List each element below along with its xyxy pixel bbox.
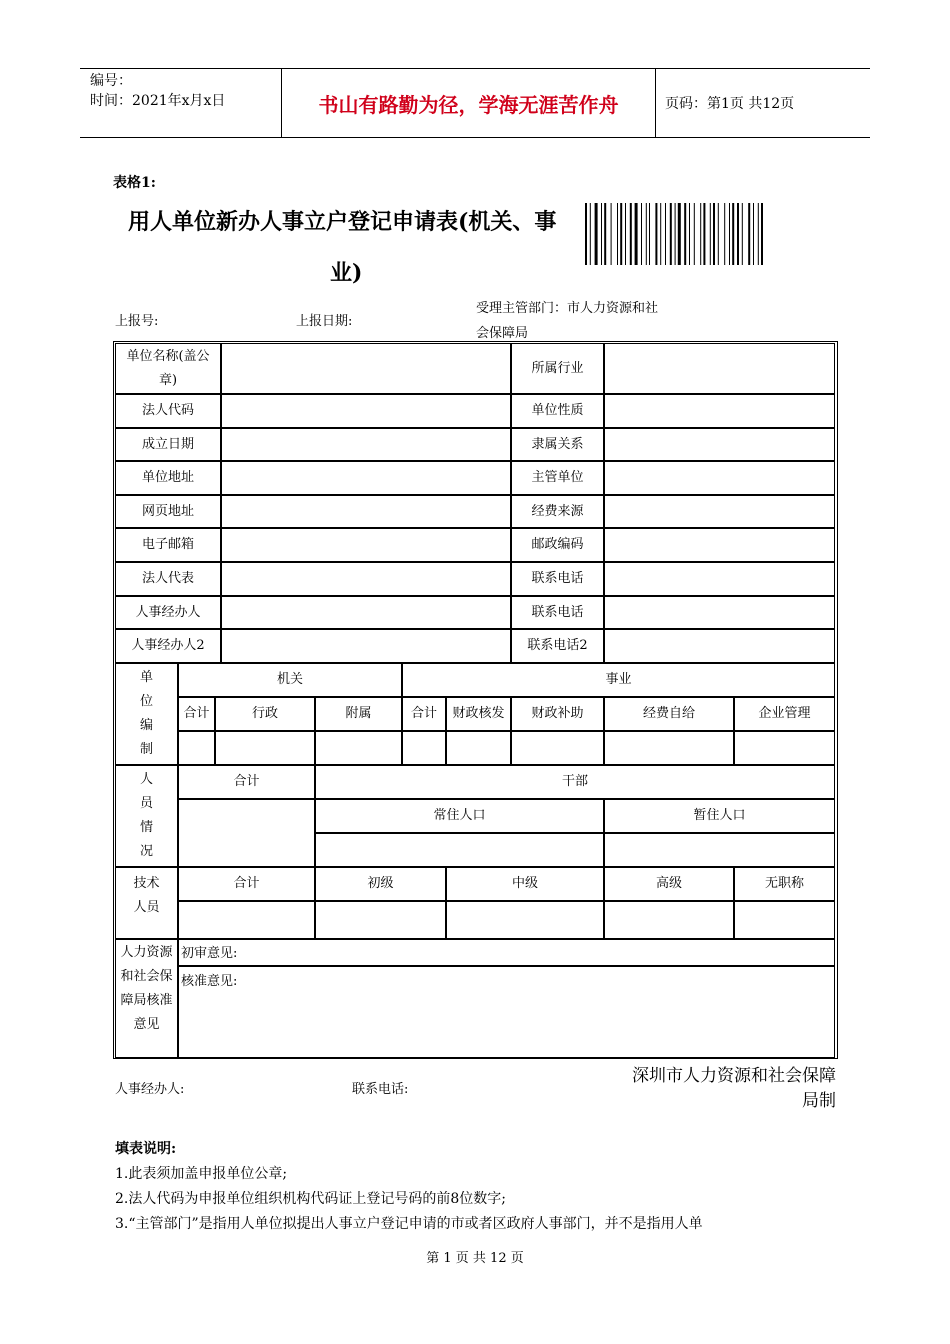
staffing-input[interactable] bbox=[511, 731, 604, 765]
field-label: 成立日期 bbox=[115, 428, 221, 461]
field-input[interactable] bbox=[604, 394, 835, 428]
staffing-col-header: 企业管理 bbox=[734, 697, 835, 731]
staffing-col-header: 财政补助 bbox=[511, 697, 604, 731]
barcode-bar bbox=[649, 203, 650, 265]
staffing-input[interactable] bbox=[178, 731, 215, 765]
tech-input[interactable] bbox=[446, 901, 604, 939]
report-date-label: 上报日期: bbox=[296, 314, 353, 329]
temporary-header: 暂住人口 bbox=[604, 799, 835, 833]
barcode-bar bbox=[700, 203, 701, 265]
field-input[interactable] bbox=[604, 428, 835, 461]
number-label: 编号： bbox=[90, 73, 132, 89]
field-input[interactable] bbox=[221, 461, 511, 495]
staffing-label bbox=[115, 663, 178, 765]
field-input[interactable] bbox=[604, 562, 835, 596]
tech-col-header: 无职称 bbox=[734, 867, 835, 901]
tech-col-header: 合计 bbox=[178, 867, 315, 901]
barcode-bar bbox=[635, 203, 638, 265]
field-input[interactable] bbox=[604, 528, 835, 562]
tech-input[interactable] bbox=[315, 901, 446, 939]
form-title-line2: 业) bbox=[330, 260, 363, 286]
dept-label-line1: 受理主管部门：市人力资源和社 bbox=[476, 301, 659, 316]
handler-label: 人事经办人: bbox=[115, 1082, 185, 1097]
field-label: 法人代码 bbox=[115, 394, 221, 428]
barcode-bar bbox=[758, 203, 759, 265]
barcode-bar bbox=[665, 203, 666, 265]
barcode-bar bbox=[737, 203, 739, 265]
personnel-label bbox=[115, 765, 178, 867]
instructions bbox=[115, 1137, 845, 1237]
instructions-heading: 填表说明: bbox=[115, 1141, 177, 1157]
barcode-bar bbox=[595, 203, 598, 265]
issuer-line: 局制 bbox=[802, 1091, 836, 1111]
field-label: 邮政编码 bbox=[511, 528, 604, 562]
barcode-bar bbox=[753, 203, 754, 265]
field-label: 联系电话 bbox=[511, 596, 604, 629]
field-label: 联系电话2 bbox=[511, 629, 604, 663]
personnel-total-input[interactable] bbox=[178, 799, 315, 867]
dept-label-line2: 会保障局 bbox=[476, 326, 529, 341]
field-input[interactable] bbox=[221, 495, 511, 528]
personnel-total-header: 合计 bbox=[178, 765, 315, 799]
tech-label-line: 人员 bbox=[133, 900, 160, 915]
issuer bbox=[580, 1064, 836, 1114]
barcode-bar bbox=[713, 203, 715, 265]
opinion-label-line: 意见 bbox=[133, 1017, 160, 1032]
instruction-item: 3.“主管部门”是指用人单位拟提出人事立户登记申请的市或者区政府人事部门，并不是指用人单 bbox=[115, 1216, 703, 1232]
barcode-bar bbox=[604, 203, 606, 265]
time-label: 时间：2021年x月x日 bbox=[90, 93, 226, 109]
tech-col-header: 中级 bbox=[446, 867, 604, 901]
staffing-label-char: 单 bbox=[139, 670, 153, 685]
field-input[interactable] bbox=[604, 461, 835, 495]
barcode-bar bbox=[684, 203, 686, 265]
table-label: 表格1: bbox=[113, 175, 156, 191]
field-label: 网页地址 bbox=[115, 495, 221, 528]
barcode-bar bbox=[678, 203, 681, 265]
initial-opinion-label: 初审意见: bbox=[181, 946, 238, 961]
staffing-input[interactable] bbox=[446, 731, 511, 765]
issuer-line: 深圳市人力资源和社会保障 bbox=[632, 1066, 836, 1086]
barcode-bar bbox=[761, 203, 763, 265]
field-label: 单位地址 bbox=[115, 461, 221, 495]
staffing-col-header: 附属 bbox=[315, 697, 402, 731]
field-label: 隶属关系 bbox=[511, 428, 604, 461]
motto: 书山有路勤为径，学海无涯苦作舟 bbox=[281, 69, 656, 137]
staffing-input[interactable] bbox=[604, 731, 734, 765]
staffing-col-header: 合计 bbox=[178, 697, 215, 731]
field-label: 联系电话 bbox=[511, 562, 604, 596]
barcode-bar bbox=[742, 203, 743, 265]
header-band bbox=[80, 68, 870, 138]
barcode-bar bbox=[601, 203, 602, 265]
phone-label: 联系电话: bbox=[352, 1082, 409, 1097]
barcode-bar bbox=[732, 203, 734, 265]
opinion-label-line: 和社会保 bbox=[120, 969, 173, 984]
barcode-bar bbox=[585, 203, 587, 265]
personnel-label-char: 员 bbox=[139, 796, 153, 811]
field-input[interactable] bbox=[221, 394, 511, 428]
field-label-industry: 所属行业 bbox=[511, 343, 604, 394]
barcode-bar bbox=[675, 203, 676, 265]
tech-input[interactable] bbox=[734, 901, 835, 939]
approval-opinion-field[interactable] bbox=[178, 966, 835, 1058]
barcode-image bbox=[585, 203, 825, 265]
field-label-unit-name: 单位名称(盖公章) bbox=[115, 343, 221, 394]
field-label: 经费来源 bbox=[511, 495, 604, 528]
form-title-line1: 用人单位新办人事立户登记申请表(机关、事 bbox=[128, 209, 557, 235]
staffing-label-char: 制 bbox=[139, 742, 153, 757]
field-input[interactable] bbox=[221, 428, 511, 461]
jiguan-header: 机关 bbox=[178, 663, 402, 697]
barcode-bar bbox=[748, 203, 750, 265]
opinion-label bbox=[115, 939, 178, 1058]
instruction-item: 1.此表须加盖申报单位公章; bbox=[115, 1166, 288, 1182]
barcode-bar bbox=[729, 203, 730, 265]
unit-name-input[interactable] bbox=[221, 343, 511, 394]
tech-col-header: 初级 bbox=[315, 867, 446, 901]
tech-label-line: 技术 bbox=[133, 876, 160, 891]
barcode-bar bbox=[703, 203, 705, 265]
field-input[interactable] bbox=[604, 596, 835, 629]
barcode-bar bbox=[611, 203, 612, 265]
field-input[interactable] bbox=[221, 596, 511, 629]
barcode-bar bbox=[710, 203, 711, 265]
barcode-bar bbox=[630, 203, 632, 265]
barcode-bar bbox=[689, 203, 690, 265]
tech-col-header: 高级 bbox=[604, 867, 734, 901]
barcode-bar bbox=[694, 203, 695, 265]
barcode-bar bbox=[625, 203, 626, 265]
field-label: 人事经办人2 bbox=[115, 629, 221, 663]
barcode-bar bbox=[620, 203, 622, 265]
field-input[interactable] bbox=[221, 629, 511, 663]
opinion-label-line: 障局核准 bbox=[120, 993, 173, 1008]
field-label: 单位性质 bbox=[511, 394, 604, 428]
staffing-col-header: 财政核发 bbox=[446, 697, 511, 731]
field-label: 法人代表 bbox=[115, 562, 221, 596]
instruction-item: 2.法人代码为申报单位组织机构代码证上登记号码的前8位数字; bbox=[115, 1191, 506, 1207]
barcode-bar bbox=[646, 203, 647, 265]
cadre-header: 干部 bbox=[315, 765, 835, 799]
industry-input[interactable] bbox=[604, 343, 835, 394]
report-no-label: 上报号: bbox=[115, 314, 159, 329]
page-footer: 第 1 页 共 12 页 bbox=[426, 1251, 524, 1266]
tech-input[interactable] bbox=[178, 901, 315, 939]
resident-input[interactable] bbox=[315, 833, 604, 867]
barcode-bar bbox=[670, 203, 672, 265]
approval-opinion-label: 核准意见: bbox=[181, 974, 238, 989]
barcode-bar bbox=[617, 203, 618, 265]
personnel-label-char: 情 bbox=[139, 820, 153, 835]
staffing-col-header: 合计 bbox=[402, 697, 446, 731]
resident-header: 常住人口 bbox=[315, 799, 604, 833]
staffing-input[interactable] bbox=[315, 731, 402, 765]
field-label: 人事经办人 bbox=[115, 596, 221, 629]
temporary-input[interactable] bbox=[604, 833, 835, 867]
field-input[interactable] bbox=[221, 562, 511, 596]
barcode-bar bbox=[718, 203, 719, 265]
tech-input[interactable] bbox=[604, 901, 734, 939]
personnel-label-char: 人 bbox=[139, 772, 153, 787]
page-info: 页码：第1页 共12页 bbox=[665, 96, 795, 112]
tech-label bbox=[115, 867, 178, 939]
staffing-col-header: 经费自给 bbox=[604, 697, 734, 731]
personnel-label-char: 况 bbox=[139, 844, 153, 859]
field-label: 电子邮箱 bbox=[115, 528, 221, 562]
barcode-bar bbox=[641, 203, 642, 265]
field-label: 主管单位 bbox=[511, 461, 604, 495]
barcode-bar bbox=[590, 203, 591, 265]
barcode-bar bbox=[724, 203, 725, 265]
initial-opinion-field[interactable] bbox=[178, 939, 835, 966]
shiye-header: 事业 bbox=[402, 663, 835, 697]
staffing-col-header: 行政 bbox=[215, 697, 315, 731]
staffing-label-char: 位 bbox=[139, 694, 153, 709]
staffing-input[interactable] bbox=[734, 731, 835, 765]
barcode-bar bbox=[655, 203, 657, 265]
header-info bbox=[80, 69, 281, 137]
barcode-bar bbox=[660, 203, 661, 265]
staffing-label-char: 编 bbox=[139, 718, 153, 733]
staffing-input[interactable] bbox=[402, 731, 446, 765]
staffing-input[interactable] bbox=[215, 731, 315, 765]
field-input[interactable] bbox=[604, 495, 835, 528]
opinion-label-line: 人力资源 bbox=[120, 945, 173, 960]
field-input[interactable] bbox=[221, 528, 511, 562]
field-input[interactable] bbox=[604, 629, 835, 663]
